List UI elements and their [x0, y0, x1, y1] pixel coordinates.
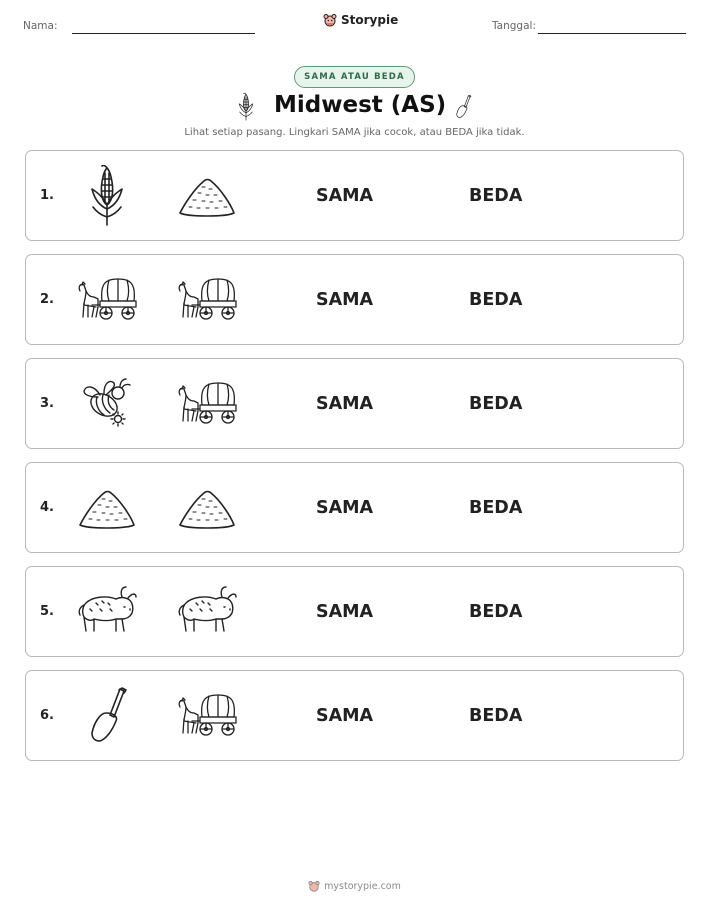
page-title: Midwest (AS) — [274, 92, 447, 118]
question-number: 4. — [40, 500, 54, 515]
brand-logo — [323, 13, 398, 27]
brand-name: Storypie — [341, 13, 399, 27]
covered-wagon-icon — [76, 269, 138, 331]
name-line[interactable] — [72, 33, 255, 34]
question-row — [25, 566, 684, 657]
question-row — [25, 254, 684, 345]
grain-pile-icon — [76, 477, 138, 539]
worksheet-type-badge — [294, 66, 415, 88]
same-option[interactable]: SAMA — [316, 186, 374, 206]
question-row — [25, 358, 684, 449]
badge-text: SAMA ATAU BEDA — [304, 72, 405, 82]
covered-wagon-icon — [176, 373, 238, 435]
different-option[interactable]: BEDA — [469, 290, 523, 310]
question-number: 5. — [40, 604, 54, 619]
same-option[interactable]: SAMA — [316, 498, 374, 518]
question-number: 3. — [40, 396, 54, 411]
shovel-icon — [450, 91, 476, 123]
same-option[interactable]: SAMA — [316, 290, 374, 310]
question-number: 2. — [40, 292, 54, 307]
date-label: Tanggal: — [492, 20, 536, 32]
name-label: Nama: — [23, 20, 58, 32]
footer — [0, 880, 709, 892]
different-option[interactable]: BEDA — [469, 186, 523, 206]
same-option[interactable]: SAMA — [316, 602, 374, 622]
date-line[interactable] — [538, 33, 686, 34]
title-row — [0, 90, 709, 126]
covered-wagon-icon — [176, 269, 238, 331]
question-number: 6. — [40, 708, 54, 723]
footer-url: mystorypie.com — [324, 880, 401, 892]
different-option[interactable]: BEDA — [469, 706, 523, 726]
same-option[interactable]: SAMA — [316, 706, 374, 726]
instructions: Lihat setiap pasang. Lingkari SAMA jika cocok, atau BEDA jika tidak. — [184, 127, 525, 138]
different-option[interactable]: BEDA — [469, 394, 523, 414]
question-row — [25, 150, 684, 241]
question-row — [25, 670, 684, 761]
grain-pile-icon — [176, 165, 238, 227]
storypie-mascot-icon — [308, 880, 320, 892]
bison-icon — [176, 581, 238, 643]
grain-pile-icon — [176, 477, 238, 539]
bison-icon — [76, 581, 138, 643]
question-number: 1. — [40, 188, 54, 203]
different-option[interactable]: BEDA — [469, 498, 523, 518]
question-row — [25, 462, 684, 553]
different-option[interactable]: BEDA — [469, 602, 523, 622]
shovel-icon — [76, 685, 138, 747]
bee-icon — [76, 373, 138, 435]
corn-icon — [232, 91, 260, 123]
corn-icon — [76, 165, 138, 227]
covered-wagon-icon — [176, 685, 238, 747]
same-option[interactable]: SAMA — [316, 394, 374, 414]
storypie-mascot-icon — [323, 13, 337, 27]
